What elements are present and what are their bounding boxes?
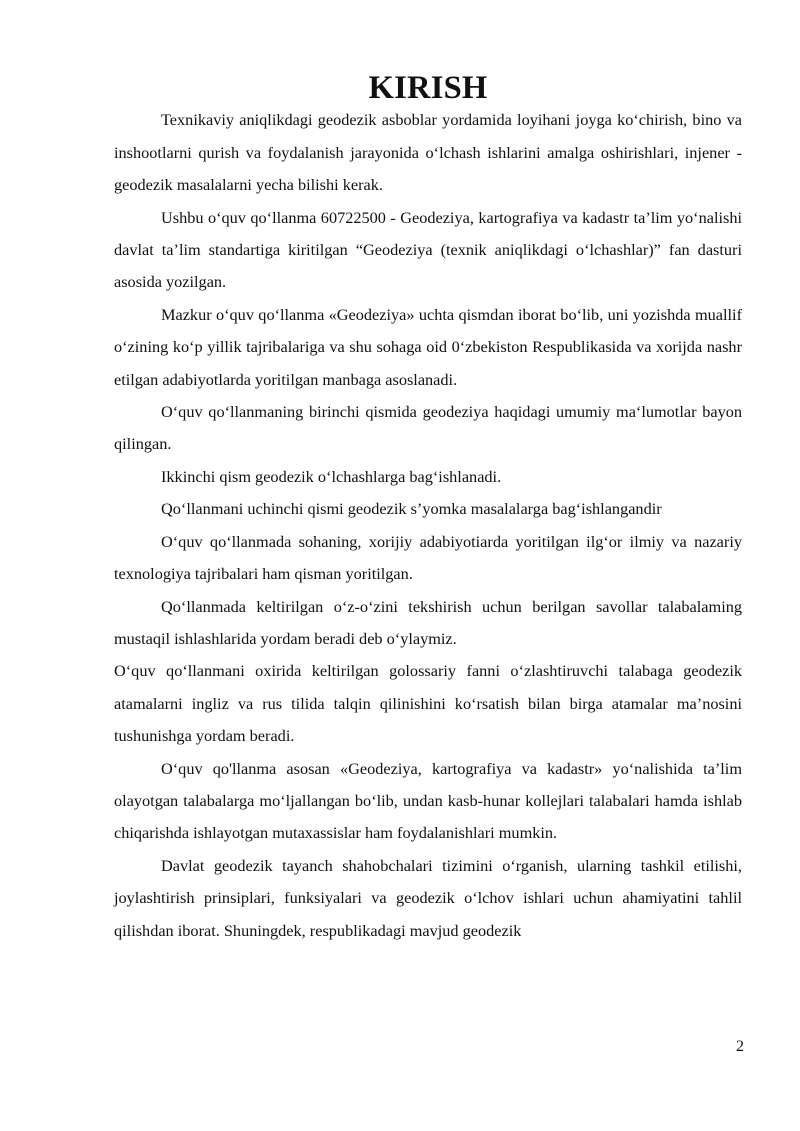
paragraph-11: Davlat geodezik tayanch shahobchalari tizimini o‘rganish, ularning tashkil etilishi, joylashtirish prinsiplari, funksiyalari va geodezik o‘lchov ishlari uchun ahamiyatini tahlil qilishdan iborat. Shuningdek, respublikadagi mavjud geodezik bbox=[114, 855, 742, 940]
paragraph-10: O‘quv qo'llanma asosan «Geodeziya, kartografiya va kadastr» yo‘nalishida ta’lim olayotgan talabalarga mo‘ljallangan bo‘lib, undan kasb-hunar kollejlari talabalari hamda ishlab chiqarishda ishlayotgan mutaxassislar ham foydalanishlari mumkin. bbox=[114, 758, 742, 843]
paragraph-7: O‘quv qo‘llanmada sohaning, xorijiy adabiyotiarda yoritilgan ilg‘or ilmiy va nazariy texnologiya tajribalari ham qisman yoritilgan. bbox=[114, 531, 742, 584]
paragraph-6: Qo‘llanmani uchinchi qismi geodezik s’yomka masalalarga bag‘ishlangandir bbox=[161, 499, 662, 519]
paragraph-4: O‘quv qo‘llanmaning birinchi qismida geodeziya haqidagi umumiy ma‘lumotlar bayon qilingan. bbox=[114, 402, 742, 454]
paragraph-9: O‘quv qo‘llanmani oxirida keltirilgan golossariy fanni o‘zlashtiruvchi talabaga geodezik atamalarni ingliz va rus tilida talqin qilinishini ko‘rsatish bilan birga atamalar ma’nosini tushunishga yordam beradi. bbox=[114, 661, 742, 746]
paragraph-2: Ushbu o‘quv qo‘llanma 60722500 - Geodeziya, kartografiya va kadastr ta’lim yo‘nalishi davlat ta’lim standartiga kiritilgan “Geodeziya (texnik aniqlikdagi o‘lchashlar)” fan dasturi asosida yozilgan. bbox=[114, 207, 742, 292]
document-page bbox=[114, 72, 742, 947]
paragraph-8: Qo‘llanmada keltirilgan o‘z-o‘zini tekshirish uchun berilgan savollar talabalaming mustaqil ishlashlarida yordam beradi deb o‘ylaymiz. bbox=[114, 596, 742, 648]
paragraph-5: Ikkinchi qism geodezik o‘lchashlarga bag‘ishlanadi. bbox=[161, 466, 502, 486]
paragraph-1: Texnikaviy aniqlikdagi geodezik asboblar yordamida loyihani joyga ko‘chirish, bino va inshootlarni qurish va foydalanish jarayonida o‘lchash ishlarini amalga oshirishlari, injener - geodezik masalalarni yecha bilishi kerak. bbox=[114, 110, 742, 195]
paragraph-3: Mazkur o‘quv qo‘llanma «Geodeziya» uchta qismdan iborat bo‘lib, uni yozishda muallif o‘zining ko‘p yillik tajribalariga va shu sohaga oid 0‘zbekiston Respublikasida va xorijda nashr etilgan adabiyotlarda yoritilgan manbaga asoslanadi. bbox=[114, 304, 742, 389]
page-number: 2 bbox=[736, 1038, 744, 1055]
section-title: KIRISH bbox=[368, 70, 488, 106]
